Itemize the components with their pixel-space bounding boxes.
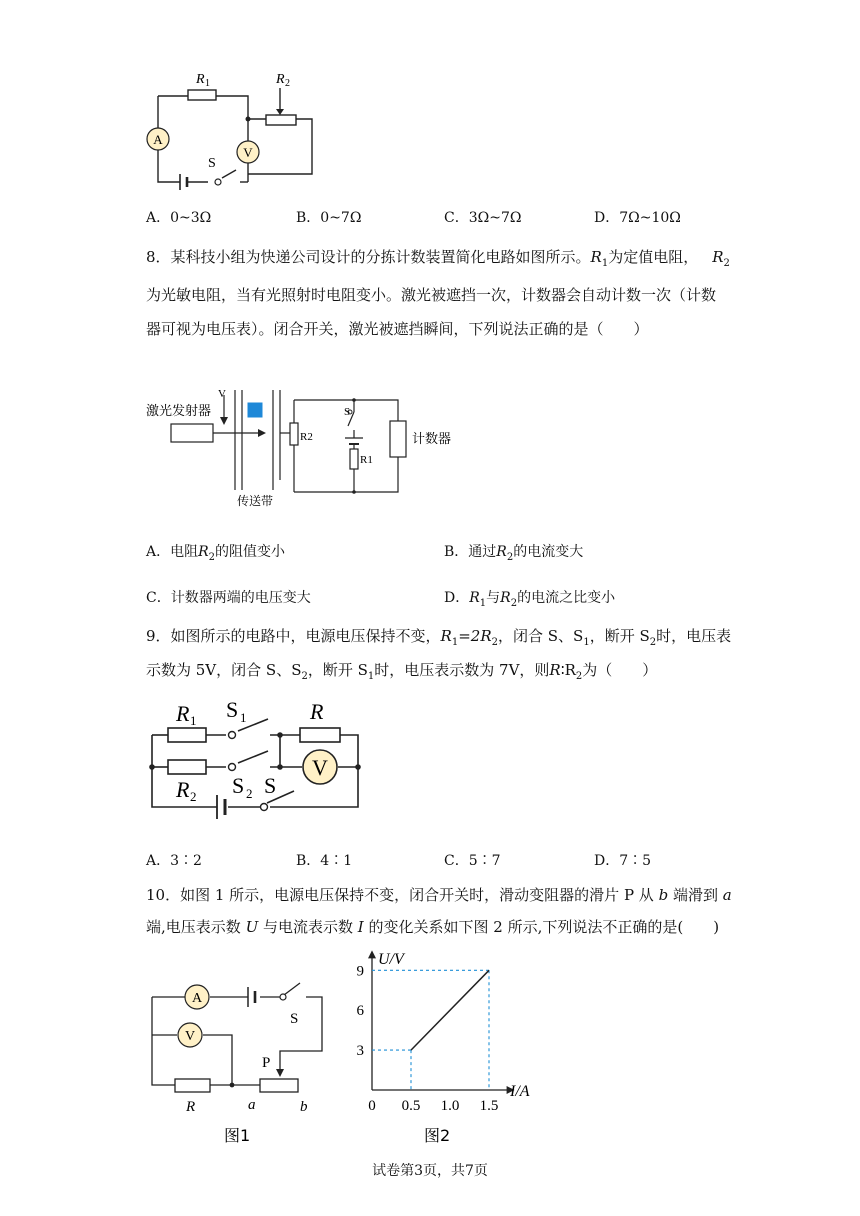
q10-line-1: 10．如图 1 所示，电源电压保持不变，闭合开关时，滑动变阻器的滑片 P 从 b 端滑到 a: [146, 886, 732, 904]
q9-line-2: 示数为 5V，闭合 S、$S_2$，断开 $S_1$时，电压表示数为 7V，则$R∶R_2$为（ ）: [146, 661, 658, 682]
q8-counter-label: 计数器: [412, 432, 452, 447]
q9-s-label: S: [264, 773, 277, 798]
q9-s1-sub: 1: [240, 710, 247, 725]
q9-r2-sub: 2: [190, 789, 197, 804]
q7-r1-sub: 1: [205, 78, 210, 89]
q8-r2-label: R2: [300, 431, 313, 443]
q9-s2-sub: 2: [246, 786, 253, 801]
q9-s2-label: S: [232, 773, 245, 798]
q9-r1-label: R: [176, 701, 190, 726]
x-tick-label: 0: [368, 1098, 376, 1114]
q7-option-b: B．0~7Ω: [296, 210, 362, 226]
q10-graph-ylabel: U/V: [378, 951, 404, 968]
q9-voltmeter-label: V: [312, 755, 328, 780]
q9-s1-label: S: [226, 697, 239, 722]
q7-r1-label: R: [196, 72, 205, 87]
q9-r2-label: R: [176, 777, 190, 802]
q10-b-label: b: [300, 1099, 308, 1115]
q7-r2-sub: 2: [285, 78, 290, 89]
y-tick-label: 3: [356, 1043, 364, 1060]
x-tick-label: 0.5: [401, 1098, 421, 1114]
q9-line-1: 9．如图所示的电路中，电源电压保持不变，$R_1=2R_2$，闭合 S、$S_1$，断开 $S_2$时，电压表: [146, 627, 732, 648]
q10-graph-xlabel: I/A: [510, 1083, 530, 1100]
q8-v-label: V: [218, 388, 226, 400]
q7-voltmeter-label: V: [243, 145, 253, 160]
q9-option-d: D．7∶5: [594, 853, 652, 869]
y-axis-arrow: [368, 950, 376, 958]
q10-switch-label: S: [290, 1011, 299, 1027]
q8-r1-label: R1: [360, 454, 373, 466]
page-footer: 试卷第3页，共7页: [372, 1163, 488, 1179]
q8-belt-label: 传送带: [237, 494, 274, 508]
q10-fig2-caption: 图2: [424, 1126, 451, 1145]
q7-switch-label: S: [208, 156, 216, 171]
q9-r1-sub: 1: [190, 713, 197, 728]
q10-ammeter-label: A: [191, 991, 203, 1006]
q8-line-2: 为光敏电阻，当有光照射时电阻变小。激光被遮挡一次，计数器会自动计数一次（计数: [146, 286, 717, 304]
q9-option-a: A．3∶2: [146, 853, 202, 869]
q10-r-label: R: [186, 1099, 196, 1115]
q7-option-c: C．3Ω~7Ω: [444, 210, 522, 226]
x-tick-label: 1.5: [479, 1098, 499, 1114]
q9-circuit-diagram: [140, 695, 370, 835]
q7-r2-label: R: [276, 72, 285, 87]
q8-laser-emitter-label: 激光发射器: [146, 404, 212, 419]
q9-r-label: R: [310, 699, 324, 724]
q9-option-b: B．4∶1: [296, 853, 353, 869]
q8-option-b: B．通过$R_2$的电流变大: [444, 544, 584, 563]
q10-p-label: P: [262, 1055, 271, 1071]
q10-line-2: 端,电压表示数 U 与电流表示数 I 的变化关系如下图 2 所示,下列说法不正确的是( ): [146, 918, 720, 936]
q8-line-1: 8．某科技小组为快递公司设计的分拣计数装置简化电路如图所示。$R_1$为定值电阻， $R_2$: [146, 248, 730, 269]
y-tick-label: 9: [356, 963, 364, 980]
q8-s-label: S: [344, 406, 351, 418]
q8-line-3: 器可视为电压表）。闭合开关，激光被遮挡瞬间，下列说法正确的是（ ）: [146, 320, 649, 338]
q10-voltmeter-label: V: [184, 1029, 196, 1044]
q8-option-c: C．计数器两端的电压变大: [146, 590, 311, 606]
q7-option-a: A．0~3Ω: [146, 210, 212, 226]
q10-fig2-graph: [340, 940, 550, 1145]
q7-ammeter-label: A: [153, 132, 163, 147]
x-tick-label: 1.0: [440, 1098, 460, 1114]
q8-option-a: A．电阻$R_2$的阻值变小: [146, 544, 286, 563]
q7-option-d: D．7Ω~10Ω: [594, 210, 681, 226]
q7-circuit-diagram: [140, 66, 340, 196]
q8-option-d: D．$R_1$与$R_2$的电流之比变小: [444, 590, 616, 609]
y-tick-label: 6: [356, 1003, 364, 1020]
u-i-line: [411, 970, 489, 1050]
q9-option-c: C．5∶7: [444, 853, 501, 869]
q10-fig1-circuit: [140, 975, 340, 1145]
q8-sorting-circuit-diagram: [140, 385, 480, 510]
q10-fig1-caption: 图1: [224, 1126, 251, 1145]
q10-a-label: a: [248, 1097, 256, 1113]
